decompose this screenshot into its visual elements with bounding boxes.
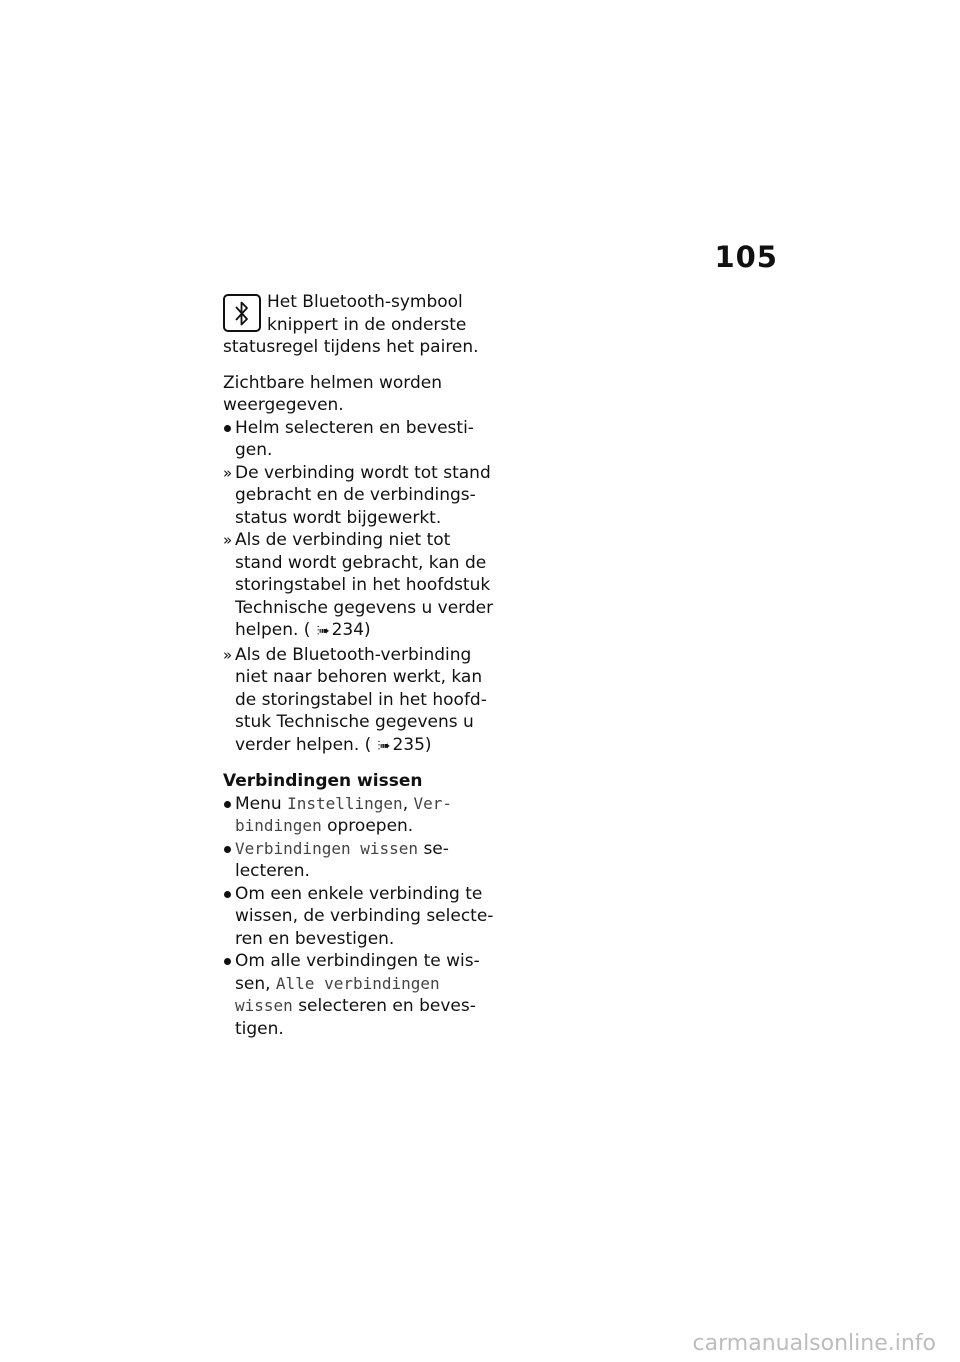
arrow-ref-icon: ⫶➠: [377, 738, 390, 754]
bt-text-line2: knippert in de onderste: [267, 314, 467, 335]
step-select-delete: [223, 838, 498, 883]
page-number: 105: [714, 240, 778, 274]
menu-item-delete-connections: Verbindingen wissen: [235, 838, 419, 858]
section-heading: Verbindingen wissen: [223, 771, 423, 791]
result-bluetooth-issue: » Als de Bluetooth-verbinding niet naar behoren werkt, kan de storingstabel in het hoofd-stuk Technische gegevens u verder helpen. ( ⫶➠ 235): [223, 644, 498, 759]
menu-path-settings: Instellingen: [287, 793, 403, 813]
step-text: Menu: [235, 793, 282, 814]
step-select-helmet: [223, 417, 498, 462]
page-ref-link[interactable]: 235: [392, 734, 425, 755]
step-text: Om alle verbindingen te wis-sen,: [235, 951, 480, 994]
bluetooth-icon: [223, 294, 261, 332]
step-text: Om een enkele verbinding te wissen, de verbinding selecte-ren en bevestigen.: [235, 883, 494, 949]
step-text: oproepen.: [327, 816, 414, 836]
step-open-menu: [223, 793, 498, 838]
step-delete-all: [223, 950, 498, 1040]
bluetooth-paragraph: [223, 291, 498, 359]
result-text: De verbinding wordt tot stand gebracht en de verbindings-status wordt bijgewerkt.: [235, 462, 491, 528]
result-text: Als de verbinding niet tot stand wordt gebracht, kan de storingstabel in het hoofdstuk Technische gegevens u verder helpen.: [235, 530, 494, 640]
result-connection-failed: » Als de verbinding niet tot stand wordt gebracht, kan de storingstabel in het hoofdstuk Technische gegevens u verder helpen. ( ⫶➠ 234): [223, 529, 498, 644]
step-text: se-lecteren.: [235, 838, 449, 881]
bt-text-line3: statusregel tijdens het pairen.: [223, 337, 479, 357]
result-marker: »: [223, 531, 233, 549]
content-column: [223, 291, 498, 1040]
comma: ,: [402, 793, 409, 814]
step-delete-single: [223, 883, 498, 951]
bt-text-line1: Het Bluetooth-symbool: [267, 292, 463, 312]
step-text: selecteren en beves-tigen.: [235, 996, 476, 1039]
menu-item-delete-all: Alle verbindingen wissen: [235, 973, 440, 1015]
result-marker: »: [223, 463, 233, 482]
watermark-footer: carmanualsonline.info: [692, 1331, 936, 1356]
menu-path-connections: Ver-bindingen: [235, 793, 453, 835]
step-text: Helm selecteren en bevesti-gen.: [235, 417, 474, 460]
visible-helmets-paragraph: Zichtbare helmen worden weergegeven.: [223, 372, 443, 415]
result-connection-made: [223, 462, 498, 530]
page-ref-link[interactable]: 234: [331, 620, 365, 640]
result-marker: »: [223, 645, 233, 664]
arrow-ref-icon: ⫶➠: [316, 624, 329, 639]
result-text: Als de Bluetooth-verbinding niet naar behoren werkt, kan de storingstabel in het hoofd-stuk Technische gegevens u verder helpen.: [235, 644, 487, 755]
